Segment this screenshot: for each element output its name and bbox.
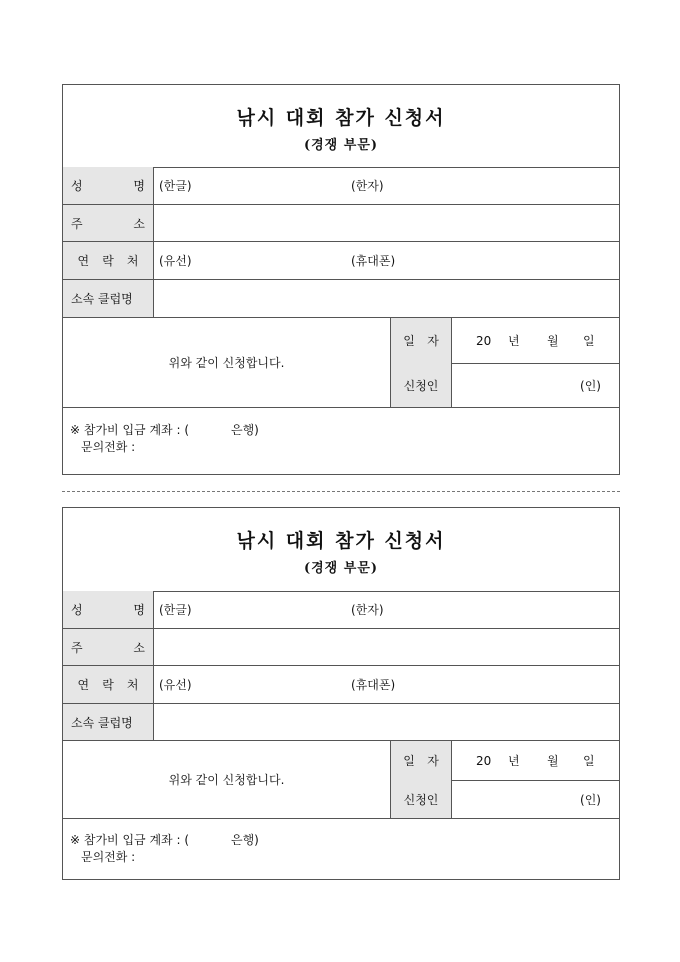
application-form-top xyxy=(62,84,620,475)
account-info-prefix: ※ 참가비 입금 계좌 : ( xyxy=(70,423,189,437)
name-korean-field[interactable]: (한글) xyxy=(159,603,192,617)
club-field[interactable] xyxy=(159,280,619,317)
confirm-text: 위와 같이 신청합니다. xyxy=(168,773,285,787)
contact-label: 연 락 처 xyxy=(63,666,154,703)
form-footer xyxy=(70,832,259,866)
form-title: 낚시 대회 참가 신청서 xyxy=(236,107,446,129)
form-header xyxy=(63,85,619,168)
applicant-field[interactable]: (인) xyxy=(580,792,601,807)
address-field[interactable] xyxy=(159,205,619,241)
confirm-row xyxy=(63,741,619,819)
date-field[interactable]: 20 년 월 일 xyxy=(476,333,595,348)
landline-field[interactable]: (유선) xyxy=(159,254,192,268)
club-field[interactable] xyxy=(159,704,619,740)
form-subtitle: (경쟁 부문) xyxy=(303,561,379,576)
mobile-field[interactable]: (휴대폰) xyxy=(351,678,396,692)
cut-line xyxy=(62,491,620,492)
club-row xyxy=(63,280,619,318)
address-row xyxy=(63,629,619,666)
date-field[interactable]: 20 년 월 일 xyxy=(476,753,595,768)
address-label: 주 소 xyxy=(63,629,154,665)
address-field[interactable] xyxy=(159,629,619,665)
form-footer xyxy=(70,422,259,456)
name-label: 성 명 xyxy=(63,167,154,204)
name-hanja-field[interactable]: (한자) xyxy=(351,603,384,617)
form-subtitle: (경쟁 부문) xyxy=(303,138,379,153)
name-row xyxy=(63,591,619,629)
inquiry-phone: 문의전화 : xyxy=(81,850,136,864)
application-form-bottom xyxy=(62,507,620,880)
account-info-bank: 은행) xyxy=(231,423,259,437)
confirm-row xyxy=(63,318,619,408)
inquiry-phone: 문의전화 : xyxy=(81,440,136,454)
confirm-text: 위와 같이 신청합니다. xyxy=(168,356,285,370)
name-korean-field[interactable]: (한글) xyxy=(159,179,192,193)
name-row xyxy=(63,167,619,205)
contact-label: 연 락 처 xyxy=(63,242,154,279)
date-label: 일 자 xyxy=(390,741,452,780)
club-row xyxy=(63,704,619,741)
club-label: 소속 클럽명 xyxy=(63,280,154,317)
applicant-label: 신청인 xyxy=(390,363,452,407)
form-title: 낚시 대회 참가 신청서 xyxy=(236,530,446,552)
form-header xyxy=(63,508,619,592)
mobile-field[interactable]: (휴대폰) xyxy=(351,254,396,268)
club-label: 소속 클럽명 xyxy=(63,704,154,740)
address-label: 주 소 xyxy=(63,205,154,241)
date-label: 일 자 xyxy=(390,318,452,363)
name-label: 성 명 xyxy=(63,591,154,628)
account-info-prefix: ※ 참가비 입금 계좌 : ( xyxy=(70,833,189,847)
contact-row xyxy=(63,242,619,280)
applicant-label: 신청인 xyxy=(390,780,452,818)
address-row xyxy=(63,205,619,242)
account-info-bank: 은행) xyxy=(231,833,259,847)
contact-row xyxy=(63,666,619,704)
name-hanja-field[interactable]: (한자) xyxy=(351,179,384,193)
applicant-field[interactable]: (인) xyxy=(580,378,601,393)
landline-field[interactable]: (유선) xyxy=(159,678,192,692)
